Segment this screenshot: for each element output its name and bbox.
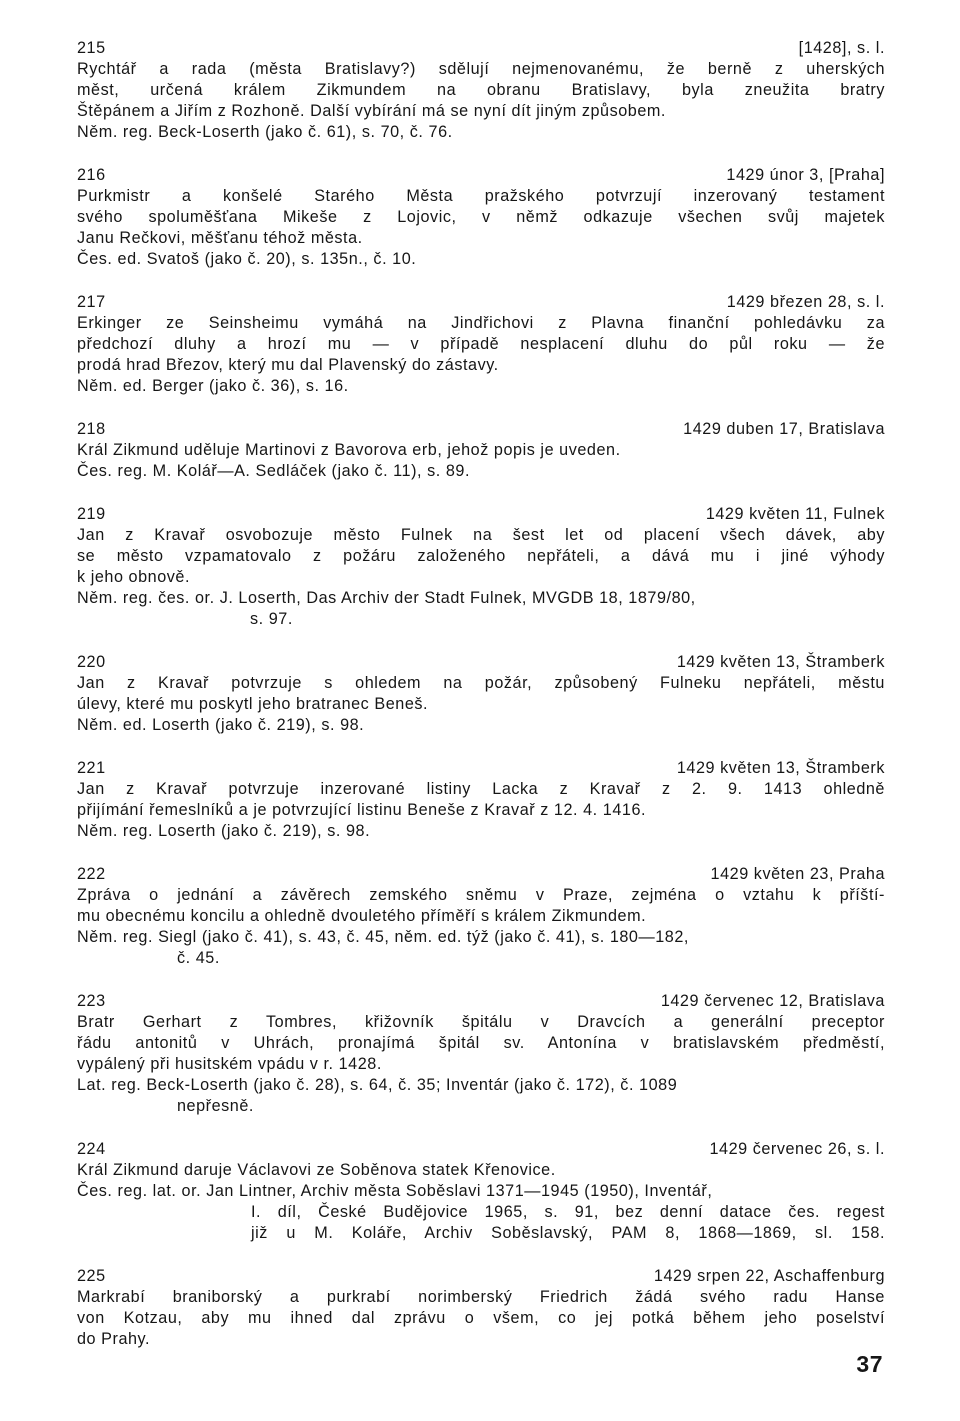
entry-date: 1429 duben 17, Bratislava bbox=[683, 420, 885, 438]
entry-header bbox=[77, 991, 885, 1012]
entry-text-line: měst, určená králem Zikmundem na obranu Bratislavy, byla zneužita bratry bbox=[77, 81, 885, 99]
entry-reference: Lat. reg. Beck-Loserth (jako č. 28), s. 64, č. 35; Inventár (jako č. 172), č. 1089 bbox=[77, 1076, 678, 1094]
entry-reference-continuation: nepřesně. bbox=[177, 1097, 254, 1115]
entry-text-line: Bratr Gerhart z Tombres, křižovník špitálu v Dravcích a generální preceptor bbox=[77, 1013, 885, 1031]
entry-number: 216 bbox=[77, 166, 106, 184]
entry-text-line: Erkinger ze Seinsheimu vymáhá na Jindřichovi z Plavna finanční pohledávku za bbox=[77, 314, 885, 332]
entry-header bbox=[77, 652, 885, 673]
entry-text-line: prodá hrad Březov, který mu dal Plavenský do zástavy. bbox=[77, 356, 499, 374]
entry-reference: Čes. reg. lat. or. Jan Lintner, Archiv města Soběslavi 1371—1945 (1950), Inventář, bbox=[77, 1182, 713, 1200]
entry-text-line: Král Zikmund daruje Václavovi ze Soběnova statek Křenovice. bbox=[77, 1161, 556, 1179]
entry-reference: Něm. ed. Berger (jako č. 36), s. 16. bbox=[77, 377, 349, 395]
regest-entry-223 bbox=[77, 991, 885, 1117]
regest-entry-215 bbox=[77, 38, 885, 143]
entry-reference: Něm. reg. čes. or. J. Loserth, Das Archiv der Stadt Fulnek, MVGDB 18, 1879/80, bbox=[77, 589, 696, 607]
entry-reference: Něm. reg. Loserth (jako č. 219), s. 98. bbox=[77, 822, 371, 840]
entry-text-line: Janu Rečkovi, měšťanu téhož města. bbox=[77, 229, 363, 247]
regest-entry-221 bbox=[77, 758, 885, 842]
entry-text-line: úlevy, které mu poskytl jeho bratranec Beneš. bbox=[77, 695, 429, 713]
entry-reference-continuation: č. 45. bbox=[177, 949, 220, 967]
entry-number: 215 bbox=[77, 39, 106, 57]
entry-text-line: předchozí dluhy a hrozí mu — v případě nesplacení dluhu do půl roku — že bbox=[77, 335, 885, 353]
entry-date: 1429 únor 3, [Praha] bbox=[726, 166, 885, 184]
entry-reference-continuation: již u M. Koláře, Archiv Soběslavský, PAM 8, 1868—1869, sl. 158. bbox=[251, 1224, 885, 1242]
entry-reference: Něm. reg. Siegl (jako č. 41), s. 43, č. 45, něm. ed. týž (jako č. 41), s. 180—182, bbox=[77, 928, 689, 946]
regest-entry-219 bbox=[77, 504, 885, 630]
entry-header bbox=[77, 38, 885, 59]
entry-text-line: přijímání řemeslníků a je potvrzující listinu Beneše z Kravař z 12. 4. 1416. bbox=[77, 801, 647, 819]
entry-number: 222 bbox=[77, 865, 106, 883]
entry-reference-continuation: I. díl, České Budějovice 1965, s. 91, bez denní datace čes. regest bbox=[251, 1203, 885, 1221]
entry-number: 223 bbox=[77, 992, 106, 1010]
entry-reference: Něm. reg. Beck-Loserth (jako č. 61), s. 70, č. 76. bbox=[77, 123, 453, 141]
entry-text-line: Král Zikmund uděluje Martinovi z Bavorova erb, jehož popis je uveden. bbox=[77, 441, 621, 459]
entry-header bbox=[77, 504, 885, 525]
entry-text-line: Štěpánem a Jiřím z Rozhoně. Další vybírání má se nyní dít jiným způsobem. bbox=[77, 102, 666, 120]
entry-header bbox=[77, 165, 885, 186]
entry-text-line: do Prahy. bbox=[77, 1330, 151, 1348]
entry-number: 218 bbox=[77, 420, 106, 438]
entry-text-line: Zpráva o jednání a závěrech zemského sněmu v Praze, zejména o vztahu k příští- bbox=[77, 886, 885, 904]
entry-header bbox=[77, 864, 885, 885]
entry-text-line: mu obecnému koncilu a ohledně dvouletého příměří s králem Zikmundem. bbox=[77, 907, 647, 925]
entry-number: 220 bbox=[77, 653, 106, 671]
entry-text-line: von Kotzau, aby mu ihned dal zprávu o všem, co jej potká během jeho poselství bbox=[77, 1309, 885, 1327]
page-number: 37 bbox=[856, 1351, 883, 1377]
entry-number: 224 bbox=[77, 1140, 106, 1158]
entry-date: 1429 červenec 26, s. l. bbox=[709, 1140, 885, 1158]
entry-text-line: řádu antonitů v Uhrách, pronajímá špitál sv. Antonína v bratislavském předměstí, bbox=[77, 1034, 885, 1052]
entry-number: 217 bbox=[77, 293, 106, 311]
entry-header bbox=[77, 419, 885, 440]
entry-date: 1429 květen 13, Štramberk bbox=[676, 653, 885, 671]
entry-reference: Čes. ed. Svatoš (jako č. 20), s. 135n., č. 10. bbox=[77, 250, 417, 268]
entry-text-line: Markrabí braniborský a purkrabí norimberský Friedrich žádá svého radu Hanse bbox=[77, 1288, 885, 1306]
entry-text-line: Jan z Kravař osvobozuje město Fulnek na šest let od placení všech dávek, aby bbox=[77, 526, 885, 544]
entry-date: 1429 květen 23, Praha bbox=[710, 865, 885, 883]
entry-text-line: Jan z Kravař potvrzuje inzerované listiny Lacka z Kravař z 2. 9. 1413 ohledně bbox=[77, 780, 885, 798]
entry-date: 1429 květen 11, Fulnek bbox=[705, 505, 885, 523]
entry-reference-continuation: s. 97. bbox=[250, 610, 293, 628]
entry-text-line: se město vzpamatovalo z požáru založeného nepřáteli, a dává mu i jiné výhody bbox=[77, 547, 885, 565]
entry-text-line: Jan z Kravař potvrzuje s ohledem na požár, způsobený Fulneku nepřáteli, městu bbox=[77, 674, 885, 692]
entry-date: 1429 březen 28, s. l. bbox=[726, 293, 885, 311]
entry-number: 225 bbox=[77, 1267, 106, 1285]
entry-reference: Něm. ed. Loserth (jako č. 219), s. 98. bbox=[77, 716, 365, 734]
regest-entry-222 bbox=[77, 864, 885, 969]
entry-date: 1429 červenec 12, Bratislava bbox=[660, 992, 885, 1010]
regest-entry-217 bbox=[77, 292, 885, 397]
entry-date: 1429 srpen 22, Aschaffenburg bbox=[653, 1267, 885, 1285]
entry-text-line: Rychtář a rada (města Bratislavy?) sdělují nejmenovanému, že berně z uherských bbox=[77, 60, 885, 78]
entry-number: 219 bbox=[77, 505, 106, 523]
entry-text-line: vypálený při husitském vpádu v r. 1428. bbox=[77, 1055, 382, 1073]
regest-entry-216 bbox=[77, 165, 885, 270]
regest-entry-220 bbox=[77, 652, 885, 736]
entry-reference: Čes. reg. M. Kolář—A. Sedláček (jako č. 11), s. 89. bbox=[77, 462, 471, 480]
entry-header bbox=[77, 292, 885, 313]
entry-header bbox=[77, 758, 885, 779]
entry-number: 221 bbox=[77, 759, 106, 777]
entry-date: [1428], s. l. bbox=[798, 39, 885, 57]
regest-entry-218 bbox=[77, 419, 885, 482]
entry-text-line: svého spoluměšťana Mikeše z Lojovic, v němž odkazuje všechen svůj majetek bbox=[77, 208, 885, 226]
regest-entry-225 bbox=[77, 1266, 885, 1350]
entry-text-line: Purkmistr a konšelé Starého Města pražského potvrzují inzerovaný testament bbox=[77, 187, 885, 205]
document-page bbox=[77, 38, 885, 1372]
entry-header bbox=[77, 1266, 885, 1287]
entry-date: 1429 květen 13, Štramberk bbox=[676, 759, 885, 777]
regest-entry-224 bbox=[77, 1139, 885, 1244]
entry-header bbox=[77, 1139, 885, 1160]
entry-text-line: k jeho obnově. bbox=[77, 568, 190, 586]
